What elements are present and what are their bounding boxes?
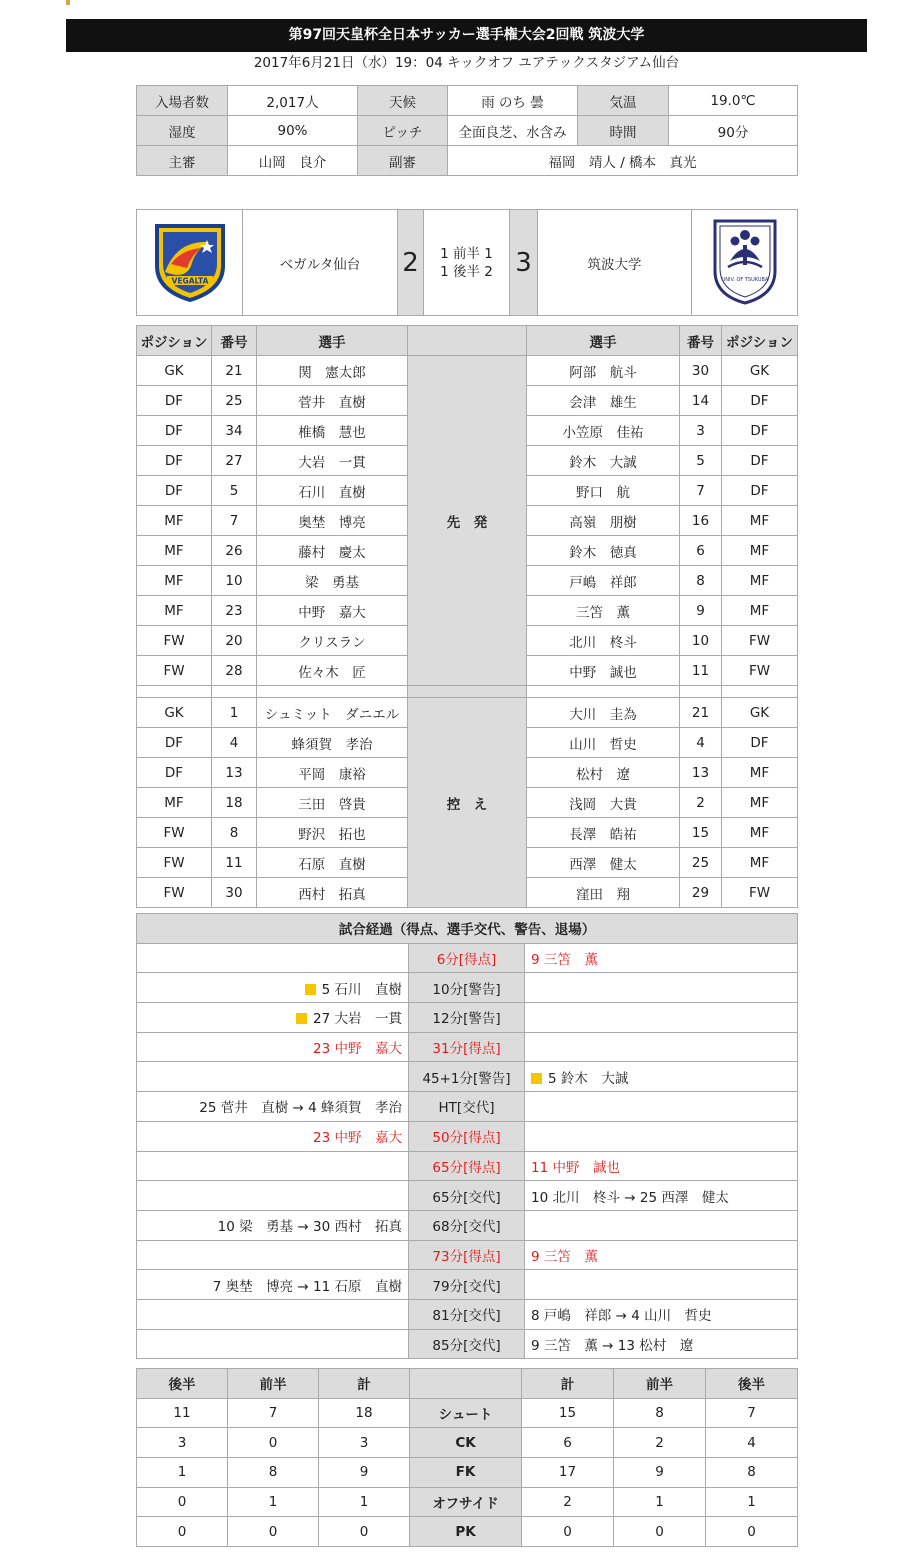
time-label: 時間 <box>578 116 669 146</box>
home-position: DF <box>137 728 212 758</box>
home-second-half: 1 <box>137 1458 228 1488</box>
home-total: 9 <box>319 1458 410 1488</box>
event-away <box>525 1299 798 1329</box>
event-row <box>137 1092 798 1122</box>
away-first-half: 0 <box>614 1517 706 1547</box>
away-position: DF <box>722 476 798 506</box>
event-home-text: 5 石川 直樹 <box>321 981 402 998</box>
stats-label-header <box>410 1369 522 1399</box>
away-player: 鈴木 徳真 <box>527 536 680 566</box>
away-number: 2 <box>680 788 722 818</box>
event-time: 65分[得点] <box>409 1151 525 1181</box>
match-info-table <box>136 85 798 176</box>
away-position: MF <box>722 596 798 626</box>
away-number: 4 <box>680 728 722 758</box>
away-player: 会津 雄生 <box>527 386 680 416</box>
away-player: 松村 遼 <box>527 758 680 788</box>
home-total: 3 <box>319 1428 410 1458</box>
event-home <box>137 1240 409 1270</box>
event-time: 6分[得点] <box>409 943 525 973</box>
home-first-half: 0 <box>228 1428 319 1458</box>
away-position: MF <box>722 566 798 596</box>
event-away-text: 9 三笘 薫 <box>531 1248 598 1265</box>
away-position: DF <box>722 446 798 476</box>
event-time: HT[交代] <box>409 1092 525 1122</box>
event-away-text: 9 三笘 薫 → 13 松村 遼 <box>531 1337 694 1354</box>
home-second-half: 3 <box>137 1428 228 1458</box>
home-number: 10 <box>212 566 257 596</box>
away-number: 29 <box>680 878 722 908</box>
home-total: 0 <box>319 1517 410 1547</box>
home-number: 11 <box>212 848 257 878</box>
event-home-text: 25 菅井 直樹 → 4 蜂須賀 孝治 <box>199 1100 402 1117</box>
event-time: 31分[得点] <box>409 1032 525 1062</box>
home-number: 21 <box>212 356 257 386</box>
home-position: DF <box>137 476 212 506</box>
temp-label: 気温 <box>578 86 669 116</box>
home-number: 23 <box>212 596 257 626</box>
away-score: 3 <box>510 210 538 316</box>
event-row <box>137 1032 798 1062</box>
event-home-text: 27 大岩 一貫 <box>313 1011 402 1028</box>
home-player: 蜂須賀 孝治 <box>257 728 408 758</box>
home-number: 1 <box>212 698 257 728</box>
event-home <box>137 1032 409 1062</box>
home-player: 石原 直樹 <box>257 848 408 878</box>
stats-row <box>137 1428 798 1458</box>
home-second-half: 11 <box>137 1398 228 1428</box>
home-number: 20 <box>212 626 257 656</box>
away-total: 0 <box>522 1517 614 1547</box>
home-total-header: 計 <box>319 1369 410 1399</box>
away-position: GK <box>722 698 798 728</box>
event-home <box>137 943 409 973</box>
away-number: 3 <box>680 416 722 446</box>
away-position-header: ポジション <box>722 326 798 356</box>
away-position: DF <box>722 386 798 416</box>
event-row <box>137 1299 798 1329</box>
event-away <box>525 1210 798 1240</box>
away-number: 13 <box>680 758 722 788</box>
home-team-name: ベガルタ仙台 <box>243 210 398 316</box>
event-time: 81分[交代] <box>409 1299 525 1329</box>
away-player-header: 選手 <box>527 326 680 356</box>
away-position: GK <box>722 356 798 386</box>
away-total: 15 <box>522 1398 614 1428</box>
away-total-header: 計 <box>522 1369 614 1399</box>
lineup-row <box>137 356 798 386</box>
event-home <box>137 1181 409 1211</box>
away-second-half: 7 <box>706 1398 798 1428</box>
event-time: 65分[交代] <box>409 1181 525 1211</box>
event-time: 50分[得点] <box>409 1121 525 1151</box>
home-first-half: 7 <box>228 1398 319 1428</box>
away-position: MF <box>722 788 798 818</box>
away-team-name: 筑波大学 <box>538 210 692 316</box>
weather-value: 雨 のち 曇 <box>448 86 578 116</box>
home-position: MF <box>137 506 212 536</box>
away-second-half: 8 <box>706 1458 798 1488</box>
away-number-header: 番号 <box>680 326 722 356</box>
home-number: 30 <box>212 878 257 908</box>
event-time: 85分[交代] <box>409 1329 525 1359</box>
home-position: FW <box>137 626 212 656</box>
event-row <box>137 1240 798 1270</box>
home-number: 13 <box>212 758 257 788</box>
event-away-text: 11 中野 誠也 <box>531 1159 620 1176</box>
stat-label: PK <box>410 1517 522 1547</box>
second-half-score: 1 後半 2 <box>440 263 493 280</box>
event-away <box>525 1151 798 1181</box>
home-second-half: 0 <box>137 1487 228 1517</box>
event-row <box>137 1329 798 1359</box>
spacer-cell <box>212 686 257 698</box>
home-position: FW <box>137 656 212 686</box>
event-row <box>137 1062 798 1092</box>
home-position: DF <box>137 416 212 446</box>
away-position: MF <box>722 848 798 878</box>
event-away <box>525 1270 798 1300</box>
event-row <box>137 1121 798 1151</box>
home-position: DF <box>137 386 212 416</box>
away-player: 戸嶋 祥郎 <box>527 566 680 596</box>
event-row <box>137 973 798 1003</box>
home-position: FW <box>137 848 212 878</box>
away-number: 10 <box>680 626 722 656</box>
home-player: 藤村 慶太 <box>257 536 408 566</box>
home-player: 奥埜 博亮 <box>257 506 408 536</box>
away-player: 窪田 翔 <box>527 878 680 908</box>
events-body <box>137 943 798 1359</box>
away-number: 7 <box>680 476 722 506</box>
event-home <box>137 1121 409 1151</box>
away-number: 16 <box>680 506 722 536</box>
home-player-header: 選手 <box>257 326 408 356</box>
spacer-cell <box>722 686 798 698</box>
home-position: DF <box>137 446 212 476</box>
home-number: 4 <box>212 728 257 758</box>
away-second-half: 4 <box>706 1428 798 1458</box>
home-player: 関 憲太郎 <box>257 356 408 386</box>
home-number: 28 <box>212 656 257 686</box>
subs-label: 控 え <box>408 698 527 908</box>
away-number: 14 <box>680 386 722 416</box>
home-number: 8 <box>212 818 257 848</box>
away-player: 北川 柊斗 <box>527 626 680 656</box>
away-player: 野口 航 <box>527 476 680 506</box>
away-first-half: 8 <box>614 1398 706 1428</box>
pitch-value: 全面良芝、水含み <box>448 116 578 146</box>
event-home <box>137 973 409 1003</box>
home-player: クリスラン <box>257 626 408 656</box>
referee-label: 主審 <box>137 146 228 176</box>
humidity-value: 90% <box>228 116 358 146</box>
event-away <box>525 1181 798 1211</box>
stats-table <box>136 1368 798 1547</box>
event-home <box>137 1062 409 1092</box>
away-position: MF <box>722 506 798 536</box>
event-home <box>137 1299 409 1329</box>
lineup-spacer-row <box>137 686 798 698</box>
event-time: 73分[得点] <box>409 1240 525 1270</box>
asst-referee-value: 福岡 靖人 / 橋本 真光 <box>448 146 798 176</box>
stat-label: FK <box>410 1458 522 1488</box>
event-away-text: 5 鈴木 大誠 <box>548 1070 629 1087</box>
home-second-half-header: 後半 <box>137 1369 228 1399</box>
away-number: 6 <box>680 536 722 566</box>
yellow-card-icon <box>305 984 316 995</box>
event-away <box>525 1121 798 1151</box>
away-position: DF <box>722 416 798 446</box>
stat-label: オフサイド <box>410 1487 522 1517</box>
home-first-half: 0 <box>228 1517 319 1547</box>
spacer-cell <box>680 686 722 698</box>
home-player: 椎橋 慧也 <box>257 416 408 446</box>
page-title: 第97回天皇杯全日本サッカー選手権大会2回戦 筑波大学 <box>66 19 867 52</box>
events-table <box>136 913 798 1359</box>
home-number: 27 <box>212 446 257 476</box>
away-total: 2 <box>522 1487 614 1517</box>
home-position-header: ポジション <box>137 326 212 356</box>
home-number-header: 番号 <box>212 326 257 356</box>
event-away <box>525 1240 798 1270</box>
away-second-half-header: 後半 <box>706 1369 798 1399</box>
match-subtitle: 2017年6月21日（水）19：04 キックオフ ユアテックスタジアム仙台 <box>253 55 680 71</box>
home-player: 石川 直樹 <box>257 476 408 506</box>
event-away <box>525 1003 798 1033</box>
away-logo <box>692 210 798 316</box>
event-row <box>137 1210 798 1240</box>
home-first-half-header: 前半 <box>228 1369 319 1399</box>
referee-value: 山岡 良介 <box>228 146 358 176</box>
home-position: GK <box>137 698 212 728</box>
home-number: 25 <box>212 386 257 416</box>
home-player: 平岡 康裕 <box>257 758 408 788</box>
spacer-cell <box>257 686 408 698</box>
spacer-cell <box>408 686 527 698</box>
starters-label: 先 発 <box>408 356 527 686</box>
home-player: 中野 嘉大 <box>257 596 408 626</box>
event-time: 79分[交代] <box>409 1270 525 1300</box>
away-number: 8 <box>680 566 722 596</box>
event-home <box>137 1270 409 1300</box>
spacer-cell <box>527 686 680 698</box>
stats-row <box>137 1487 798 1517</box>
event-away-text: 10 北川 柊斗 → 25 西澤 健太 <box>531 1189 729 1206</box>
event-time: 10分[警告] <box>409 973 525 1003</box>
home-player: 三田 啓貴 <box>257 788 408 818</box>
home-position: MF <box>137 566 212 596</box>
away-player: 阿部 航斗 <box>527 356 680 386</box>
event-home <box>137 1151 409 1181</box>
away-logo-text: UNIV. OF TSUKUBA <box>721 276 768 283</box>
away-first-half: 1 <box>614 1487 706 1517</box>
lineup-center-header <box>408 326 527 356</box>
away-position: MF <box>722 758 798 788</box>
lineup-row <box>137 698 798 728</box>
away-total: 6 <box>522 1428 614 1458</box>
weather-label: 天候 <box>358 86 448 116</box>
away-player: 山川 哲史 <box>527 728 680 758</box>
event-home <box>137 1092 409 1122</box>
event-away <box>525 973 798 1003</box>
home-player: シュミット ダニエル <box>257 698 408 728</box>
time-value: 90分 <box>669 116 798 146</box>
event-row <box>137 943 798 973</box>
away-player: 中野 誠也 <box>527 656 680 686</box>
home-position: FW <box>137 818 212 848</box>
events-title: 試合経過（得点、選手交代、警告、退場） <box>137 914 798 944</box>
event-away <box>525 1092 798 1122</box>
event-away <box>525 1062 798 1092</box>
attendance-value: 2,017人 <box>228 86 358 116</box>
accent-mark <box>66 0 70 5</box>
away-player: 三笘 薫 <box>527 596 680 626</box>
stat-label: シュート <box>410 1398 522 1428</box>
away-first-half-header: 前半 <box>614 1369 706 1399</box>
home-position: MF <box>137 788 212 818</box>
away-position: MF <box>722 536 798 566</box>
home-position: GK <box>137 356 212 386</box>
away-player: 大川 圭為 <box>527 698 680 728</box>
yellow-card-icon <box>531 1073 542 1084</box>
event-home-text: 10 梁 勇基 → 30 西村 拓真 <box>217 1219 402 1236</box>
first-half-score: 1 前半 1 <box>440 245 493 262</box>
event-away <box>525 1032 798 1062</box>
home-logo <box>137 210 243 316</box>
event-home <box>137 1003 409 1033</box>
home-player: 西村 拓真 <box>257 878 408 908</box>
away-number: 5 <box>680 446 722 476</box>
home-total: 1 <box>319 1487 410 1517</box>
away-player: 長澤 皓祐 <box>527 818 680 848</box>
home-player: 佐々木 匠 <box>257 656 408 686</box>
half-scores <box>424 210 510 316</box>
event-away-text: 8 戸嶋 祥郎 → 4 山川 哲史 <box>531 1308 712 1325</box>
stat-label: CK <box>410 1428 522 1458</box>
home-position: MF <box>137 536 212 566</box>
away-second-half: 1 <box>706 1487 798 1517</box>
event-home-text: 23 中野 嘉大 <box>313 1041 402 1058</box>
event-row <box>137 1270 798 1300</box>
tsukuba-crest-icon <box>710 217 780 305</box>
score-table <box>136 209 798 316</box>
away-number: 30 <box>680 356 722 386</box>
pitch-label: ピッチ <box>358 116 448 146</box>
stats-row <box>137 1398 798 1428</box>
away-position: DF <box>722 728 798 758</box>
spacer-cell <box>137 686 212 698</box>
home-first-half: 8 <box>228 1458 319 1488</box>
event-time: 68分[交代] <box>409 1210 525 1240</box>
home-position: MF <box>137 596 212 626</box>
event-home <box>137 1210 409 1240</box>
away-position: FW <box>722 878 798 908</box>
event-away-text: 9 三笘 薫 <box>531 952 598 969</box>
yellow-card-icon <box>296 1013 307 1024</box>
humidity-label: 湿度 <box>137 116 228 146</box>
home-number: 34 <box>212 416 257 446</box>
away-number: 25 <box>680 848 722 878</box>
home-logo-text: VEGALTA <box>171 276 208 285</box>
away-total: 17 <box>522 1458 614 1488</box>
home-first-half: 1 <box>228 1487 319 1517</box>
away-second-half: 0 <box>706 1517 798 1547</box>
away-player: 高嶺 朋樹 <box>527 506 680 536</box>
home-player: 大岩 一貫 <box>257 446 408 476</box>
home-position: FW <box>137 878 212 908</box>
home-player: 野沢 拓也 <box>257 818 408 848</box>
away-number: 21 <box>680 698 722 728</box>
event-home <box>137 1329 409 1359</box>
home-number: 26 <box>212 536 257 566</box>
stats-row <box>137 1517 798 1547</box>
event-row <box>137 1003 798 1033</box>
home-second-half: 0 <box>137 1517 228 1547</box>
attendance-label: 入場者数 <box>137 86 228 116</box>
away-player: 浅岡 大貴 <box>527 788 680 818</box>
lineup-body <box>137 356 798 908</box>
event-row <box>137 1151 798 1181</box>
stats-row <box>137 1458 798 1488</box>
away-number: 15 <box>680 818 722 848</box>
event-home-text: 23 中野 嘉大 <box>313 1130 402 1147</box>
event-time: 45+1分[警告] <box>409 1062 525 1092</box>
away-position: MF <box>722 818 798 848</box>
home-number: 5 <box>212 476 257 506</box>
away-number: 11 <box>680 656 722 686</box>
away-first-half: 2 <box>614 1428 706 1458</box>
away-position: FW <box>722 626 798 656</box>
event-row <box>137 1181 798 1211</box>
event-away <box>525 1329 798 1359</box>
vegalta-crest-icon <box>147 220 233 302</box>
home-position: DF <box>137 758 212 788</box>
event-time: 12分[警告] <box>409 1003 525 1033</box>
lineup-table <box>136 325 798 908</box>
home-score: 2 <box>398 210 424 316</box>
away-number: 9 <box>680 596 722 626</box>
home-total: 18 <box>319 1398 410 1428</box>
stats-body <box>137 1398 798 1546</box>
away-player: 鈴木 大誠 <box>527 446 680 476</box>
away-player: 西澤 健太 <box>527 848 680 878</box>
home-player: 梁 勇基 <box>257 566 408 596</box>
home-player: 菅井 直樹 <box>257 386 408 416</box>
away-first-half: 9 <box>614 1458 706 1488</box>
home-number: 7 <box>212 506 257 536</box>
event-home-text: 7 奥埜 博亮 → 11 石原 直樹 <box>212 1278 402 1295</box>
home-number: 18 <box>212 788 257 818</box>
temp-value: 19.0℃ <box>669 86 798 116</box>
asst-referee-label: 副審 <box>358 146 448 176</box>
away-player: 小笠原 佳祐 <box>527 416 680 446</box>
away-position: FW <box>722 656 798 686</box>
event-away <box>525 943 798 973</box>
